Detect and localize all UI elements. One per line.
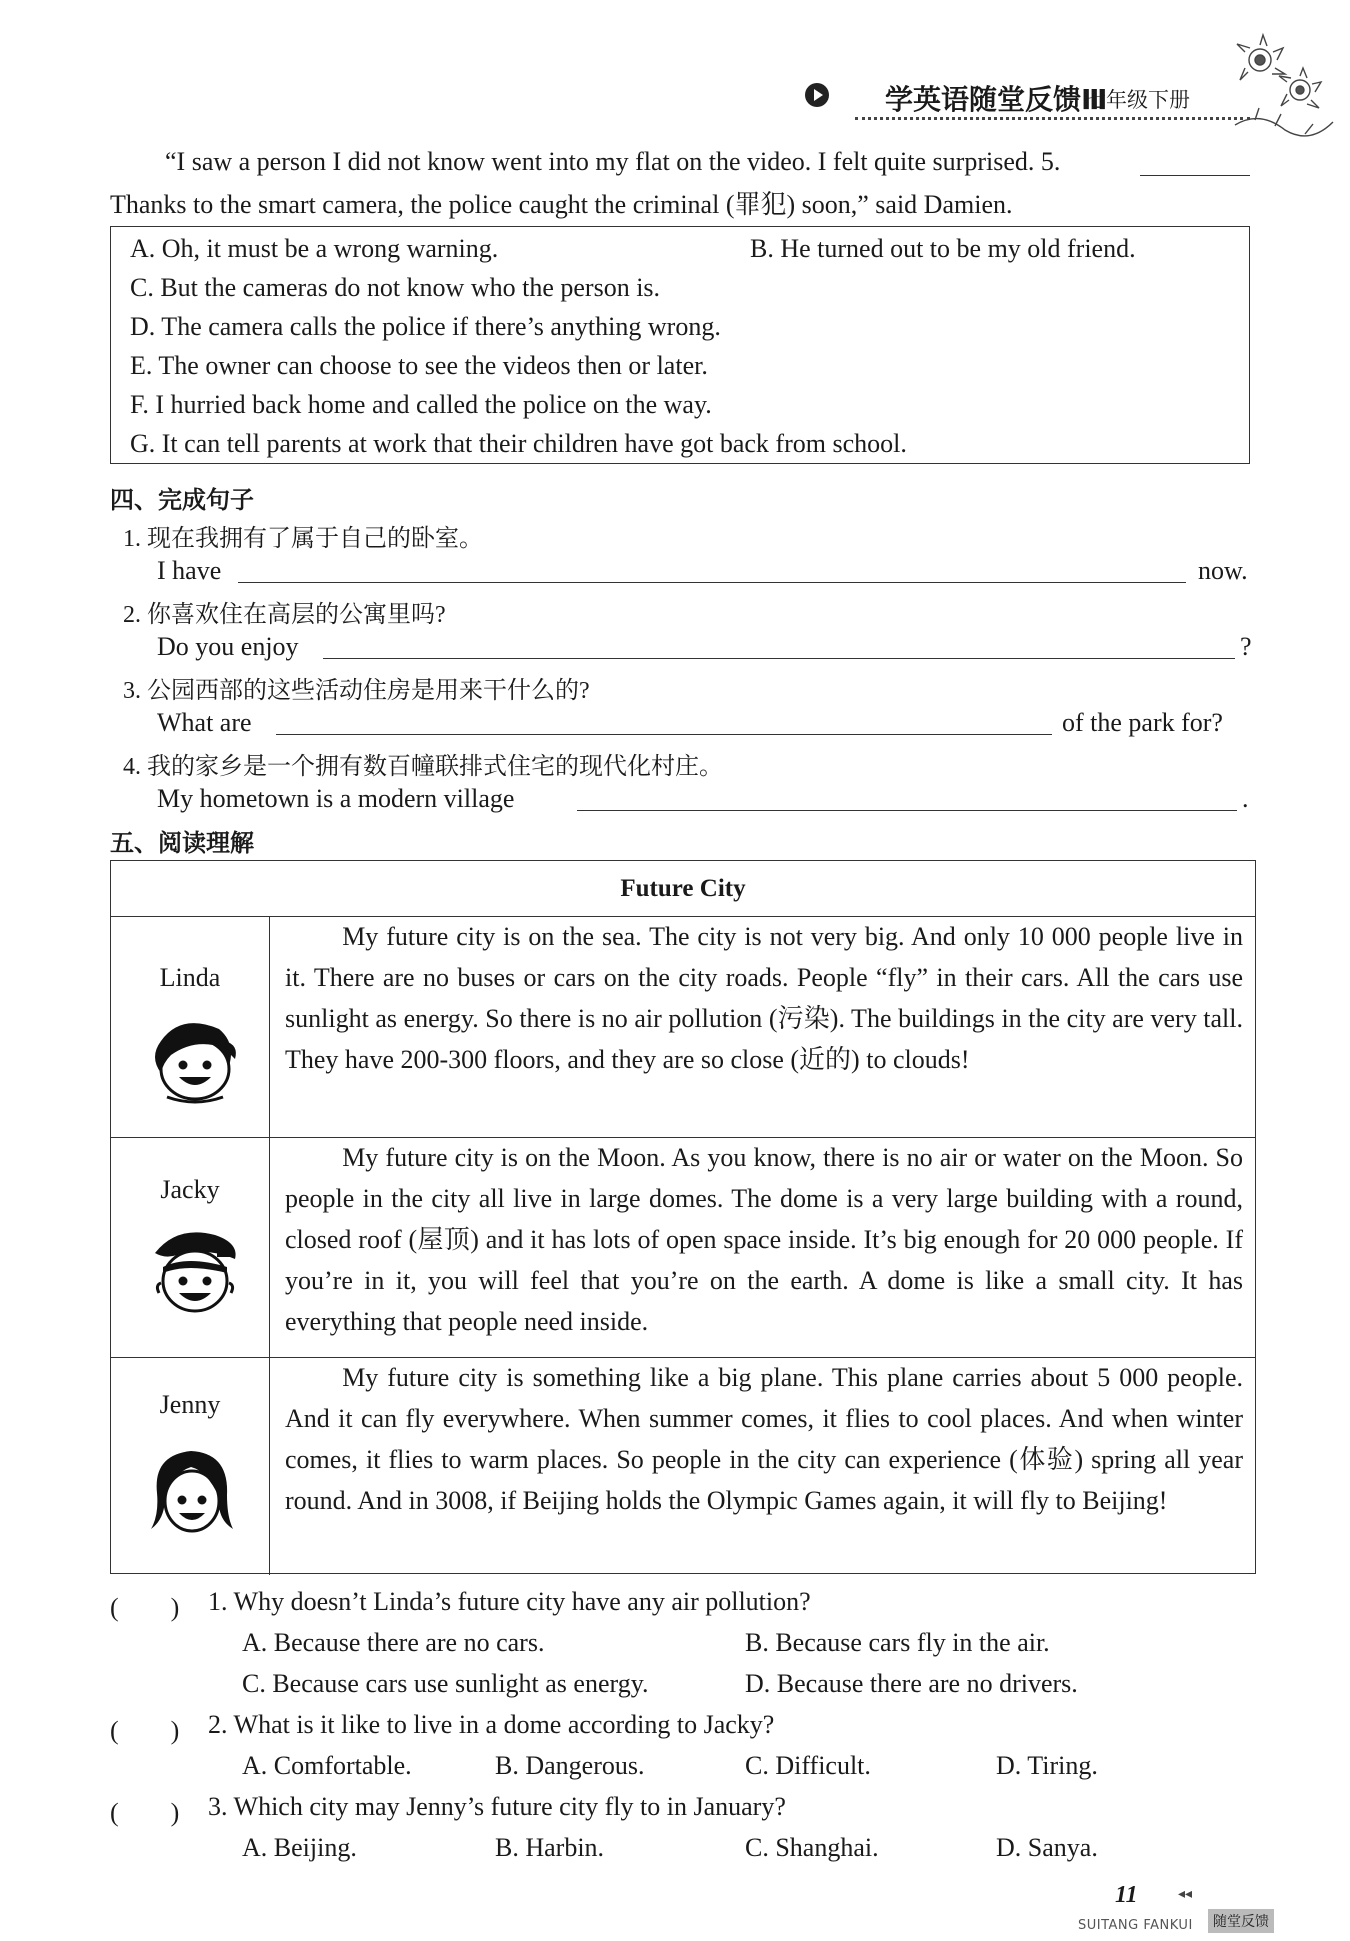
s4-item-2-end: ?	[1240, 632, 1252, 661]
q1-option-b: B. Because cars fly in the air.	[745, 1628, 1050, 1657]
reading-table-title: Future City	[111, 861, 1255, 917]
option-g: G. It can tell parents at work that their children have got back from school.	[130, 429, 907, 458]
option-b: B. He turned out to be my old friend.	[750, 234, 1136, 263]
s4-item-2-cn: 2. 你喜欢住在高层的公寓里吗?	[123, 602, 446, 628]
reading-row-linda	[111, 916, 1255, 1138]
s4-item-3-end: of the park for?	[1062, 708, 1223, 737]
row-text-linda: My future city is on the sea. The city is not very big. And only 10 000 people live in it. There are no buses or cars on the city roads. People “fly” in their cars. All the cars use sunlight as energy. So there is no air pollution (污染). The buildings in the city are very tall. They have 200-300 floors, and they are so close (近的) to clouds!	[285, 922, 1243, 1074]
play-icon	[805, 83, 829, 107]
row-name-jacky: Jacky	[160, 1175, 220, 1204]
q2-answer-paren[interactable]: ( )	[110, 1716, 180, 1745]
q3-option-b: B. Harbin.	[495, 1833, 605, 1862]
q3-option-a: A. Beijing.	[242, 1833, 357, 1862]
q2-text: 2. What is it like to live in a dome according to Jacky?	[208, 1710, 775, 1739]
s4-item-4-cn: 4. 我的家乡是一个拥有数百幢联排式住宅的现代化村庄。	[123, 754, 723, 780]
option-f: F. I hurried back home and called the police on the way.	[130, 390, 712, 419]
s4-item-3-blank[interactable]	[276, 734, 1052, 735]
q1-answer-paren[interactable]: ( )	[110, 1593, 180, 1622]
reading-row-jenny	[111, 1357, 1255, 1575]
option-a: A. Oh, it must be a wrong warning.	[130, 234, 499, 263]
header-divider	[855, 117, 1250, 120]
q3-answer-paren[interactable]: ( )	[110, 1798, 180, 1827]
q3-option-c: C. Shanghai.	[745, 1833, 879, 1862]
s4-item-3-cn: 3. 公园西部的这些活动住房是用来干什么的?	[123, 678, 590, 704]
footer-arrows-icon: ◂◂	[1178, 1886, 1193, 1902]
reading-row-jacky	[111, 1137, 1255, 1358]
q1-option-c: C. Because cars use sunlight as energy.	[242, 1669, 649, 1698]
row-name-jenny: Jenny	[159, 1390, 221, 1419]
sunflower-decoration-icon	[1215, 30, 1340, 150]
q2-option-b: B. Dangerous.	[495, 1751, 645, 1780]
row-text-jacky: My future city is on the Moon. As you know, there is no air or water on the Moon. So people in the city all live in large domes. The dome is a very large building with a round, closed roof (屋顶) and it has lots of open space inside. It’s big enough for 20 000 people. If you’re in it, you will feel that you’re on the earth. A dome is like a small city. It has everything that people need inside.	[285, 1143, 1243, 1336]
section-4-title: 四、完成句子	[110, 486, 254, 514]
answer-blank-5[interactable]	[1140, 175, 1250, 176]
footer-pinyin: SUITANG FANKUI	[1078, 1918, 1193, 1933]
q2-option-c: C. Difficult.	[745, 1751, 871, 1780]
page-number: 11	[1115, 1882, 1138, 1908]
row-name-linda: Linda	[159, 963, 221, 992]
header-title: 学英语随堂反馈Ⅲ	[885, 83, 1108, 116]
passage-line-1: “I saw a person I did not know went into my flat on the video. I felt quite surprised. 5.	[165, 147, 1061, 176]
header-subtitle: 七年级下册	[1085, 88, 1190, 112]
s4-item-1-start: I have	[157, 556, 222, 585]
s4-item-1-blank[interactable]	[238, 582, 1186, 583]
s4-item-4-start: My hometown is a modern village	[157, 784, 515, 813]
jenny-girl-face-icon	[147, 1445, 237, 1540]
option-c: C. But the cameras do not know who the person is.	[130, 273, 661, 302]
footer-badge: 随堂反馈	[1208, 1909, 1274, 1933]
option-e: E. The owner can choose to see the videos then or later.	[130, 351, 708, 380]
s4-item-3-start: What are	[157, 708, 252, 737]
jacky-boy-face-icon	[147, 1225, 242, 1320]
s4-item-1-cn: 1. 现在我拥有了属于自己的卧室。	[123, 526, 483, 552]
q3-text: 3. Which city may Jenny’s future city fly to in January?	[208, 1792, 786, 1821]
s4-item-2-blank[interactable]	[323, 658, 1235, 659]
q1-option-d: D. Because there are no drivers.	[745, 1669, 1078, 1698]
q2-option-d: D. Tiring.	[996, 1751, 1098, 1780]
option-d: D. The camera calls the police if there’s anything wrong.	[130, 312, 721, 341]
s4-item-2-start: Do you enjoy	[157, 632, 299, 661]
passage-line-2: Thanks to the smart camera, the police caught the criminal (罪犯) soon,” said Damien.	[110, 190, 1013, 219]
s4-item-4-blank[interactable]	[577, 810, 1237, 811]
s4-item-1-end: now.	[1198, 556, 1248, 585]
q3-option-d: D. Sanya.	[996, 1833, 1098, 1862]
linda-girl-face-icon	[141, 1011, 241, 1106]
q1-text: 1. Why doesn’t Linda’s future city have any air pollution?	[208, 1587, 811, 1616]
row-text-jenny: My future city is something like a big plane. This plane carries about 5 000 people. And it can fly everywhere. When summer comes, it flies to cool places. And when winter comes, it flies to warm places. So people in the city can experience (体验) spring all year round. And in 3008, if Beijing holds the Olympic Games again, it will fly to Beijing!	[285, 1363, 1243, 1515]
s4-item-4-end: .	[1242, 784, 1249, 813]
reading-table	[110, 860, 1256, 1574]
q1-option-a: A. Because there are no cars.	[242, 1628, 545, 1657]
q2-option-a: A. Comfortable.	[242, 1751, 412, 1780]
section-5-title: 五、阅读理解	[110, 829, 254, 857]
